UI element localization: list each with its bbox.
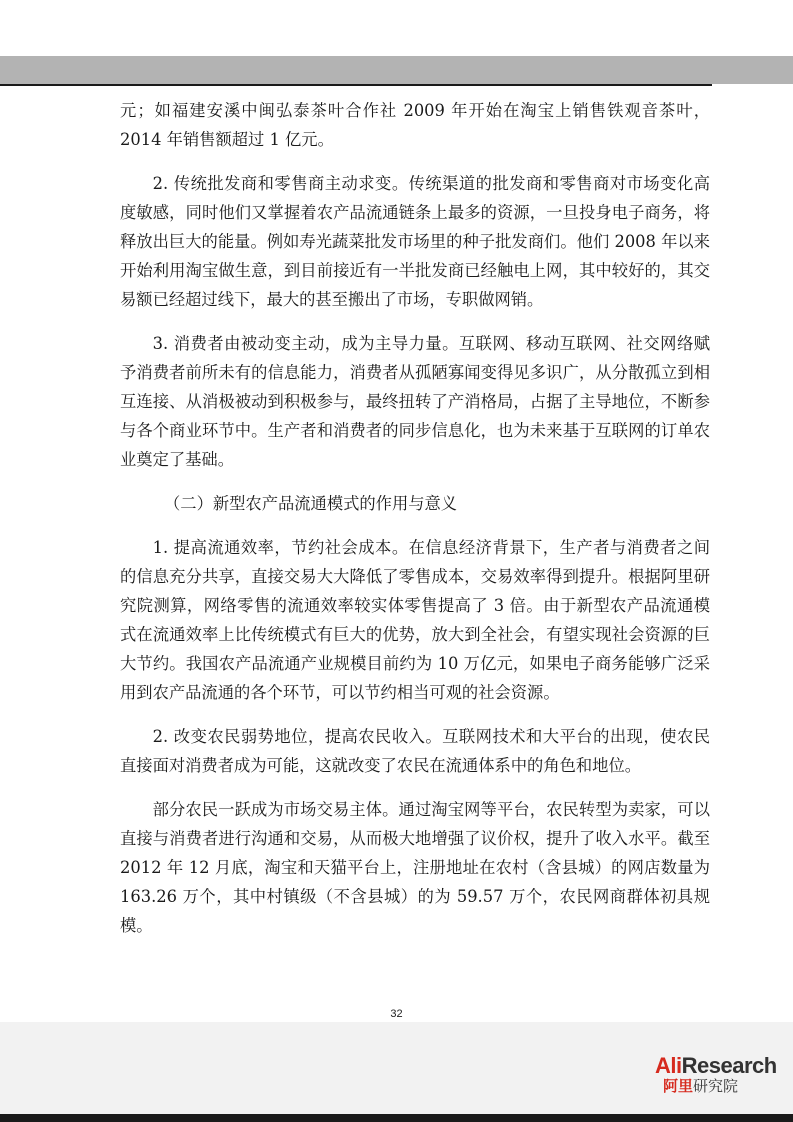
page-number: 32 [390,1008,403,1020]
aliresearch-logo [655,1054,791,1098]
header-rule [0,84,712,86]
logo-cn-ali: 阿里 [663,1078,694,1095]
document-body [120,96,710,940]
logo-ali-text: Ali [655,1053,682,1078]
paragraph-continuation: 元；如福建安溪中闽弘泰茶叶合作社 2009 年开始在淘宝上销售铁观音茶叶，2014 年销售额超过 1 亿元。 [120,101,710,149]
paragraph-farmer-sellers: 部分农民一跃成为市场交易主体。通过淘宝网等平台，农民转型为卖家，可以直接与消费者进行沟通和交易，从而极大地增强了议价权，提升了收入水平。截至 2012 年 12 月底，淘宝和天猫平台上，注册地址在农村（含县城）的网店数量为 163.26 万个，其中村镇级（不含县城）的为 59.57 万个，农民网商群体初具规模。 [120,800,710,935]
logo-cn-institute: 研究院 [693,1078,739,1095]
paragraph-efficiency: 1. 提高流通效率，节约社会成本。在信息经济背景下，生产者与消费者之间的信息充分共享，直接交易大大降低了零售成本，交易效率得到提升。根据阿里研究院测算，网络零售的流通效率较实体零售提高了 3 倍。由于新型农产品流通模式在流通效率上比传统模式有巨大的优势，放大到全社会，有望实现社会资源的巨大节约。我国农产品流通产业规模目前约为 10 万亿元，如果电子商务能够广泛采用到农产品流通的各个环节，可以节约相当可观的社会资源。 [120,538,710,702]
paragraph-farmer-status: 2. 改变农民弱势地位，提高农民收入。互联网技术和大平台的出现，使农民直接面对消费者成为可能，这就改变了农民在流通体系中的角色和地位。 [120,727,710,775]
footer-bar [0,1114,793,1122]
logo-research-text: Research [681,1053,777,1078]
header-band [0,56,793,84]
paragraph-consumers: 3. 消费者由被动变主动，成为主导力量。互联网、移动互联网、社交网络赋予消费者前所未有的信息能力，消费者从孤陋寡闻变得见多识广，从分散孤立到相互连接、从消极被动到积极参与，最终扭转了产消格局，占据了主导地位，不断参与各个商业环节中。生产者和消费者的同步信息化，也为未来基于互联网的订单农业奠定了基础。 [120,334,710,469]
paragraph-wholesalers: 2. 传统批发商和零售商主动求变。传统渠道的批发商和零售商对市场变化高度敏感，同时他们又掌握着农产品流通链条上最多的资源，一旦投身电子商务，将释放出巨大的能量。例如寿光蔬菜批发市场里的种子批发商们。他们 2008 年以来开始利用淘宝做生意，到目前接近有一半批发商已经触电上网，其中较好的，其交易额已经超过线下，最大的甚至搬出了市场，专职做网销。 [120,174,710,309]
logo-latin [655,1054,791,1078]
section-heading: （二）新型农产品流通模式的作用与意义 [164,494,458,513]
logo-chinese [663,1078,791,1096]
